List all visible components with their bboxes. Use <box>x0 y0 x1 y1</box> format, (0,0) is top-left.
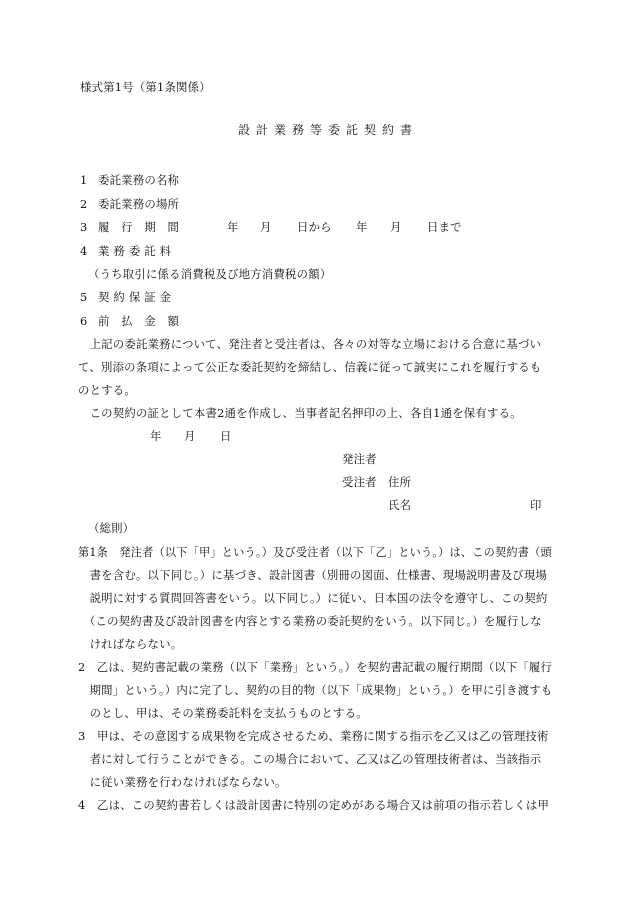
item-3-number: 3 <box>80 220 88 234</box>
item-5-label: 契 約 保 証 金 <box>98 290 172 304</box>
form-number: 様式第1号（第1条関係） <box>80 80 211 94</box>
article-line-3: 説明に対する質問回答書をいう。以下同じ。）に従い、日本国の法令を遵守し、この契約 <box>78 591 548 605</box>
item-1-number: 1 <box>80 173 88 187</box>
item-4-label: 業 務 委 託 料 <box>98 244 172 258</box>
period-end-year: 年 <box>356 220 368 234</box>
article-line-12: 4 乙は、この契約書若しくは設計図書に特別の定めがある場合又は前項の指示若しくは甲 <box>78 798 550 812</box>
item-6-label: 前 払 金 額 <box>98 314 180 328</box>
document-title: 設計業務等委託契約書 <box>238 123 419 137</box>
period-start-day: 日から <box>297 220 332 234</box>
section-heading: （総則） <box>88 521 135 535</box>
period-end-month: 月 <box>390 220 402 234</box>
article-line-4: （この契約書及び設計図書を内容とする業務の委託契約をいう。以下同じ。）を履行しな <box>78 614 542 628</box>
article-line-11: に従い業務を行わなければならない。 <box>78 775 287 789</box>
item-3-label: 履 行 期 間 <box>98 220 180 234</box>
period-start-year: 年 <box>227 220 239 234</box>
article-line-6: 2 乙は、契約書記載の業務（以下「業務」という。）を契約書記載の履行期間（以下「履行 <box>78 660 552 674</box>
item-6-number: 6 <box>80 314 88 328</box>
date-year: 年 <box>150 429 162 443</box>
article-line-1: 第1条 発注者（以下「甲」という。）及び受注者（以下「乙」という。）は、この契約書（頭 <box>78 545 552 559</box>
date-month: 月 <box>184 429 196 443</box>
article-line-8: のとし、甲は、その業務委託料を支払うものとする。 <box>78 706 368 720</box>
orderer-label: 発注者 <box>342 452 377 466</box>
address-label: 住所 <box>388 475 412 489</box>
item-5-number: 5 <box>80 290 88 304</box>
item-1-label: 委託業務の名称 <box>98 173 180 187</box>
period-start-month: 月 <box>260 220 272 234</box>
item-2-label: 委託業務の場所 <box>98 197 180 211</box>
item-4-number: 4 <box>80 244 88 258</box>
seal-mark: 印 <box>530 498 542 512</box>
contractor-label: 受注者 <box>342 475 377 489</box>
name-label: 氏名 <box>388 498 412 512</box>
article-line-2: 書を含む。以下同じ。）に基づき、設計図書（別冊の図面、仕様書、現場説明書及び現場 <box>78 568 548 582</box>
preamble-line-3: のとする。 <box>78 383 136 397</box>
preamble-line-1: 上記の委託業務について、発注者と受注者は、各々の対等な立場における合意に基づい <box>78 337 542 351</box>
item-2-number: 2 <box>80 197 88 211</box>
article-line-7: 期間」という。）内に完了し、契約の目的物（以下「成果物」という。）を甲に引き渡すも <box>78 683 553 697</box>
tax-note: （うち取引に係る消費税及び地方消費税の額） <box>88 267 332 281</box>
article-line-9: 3 甲は、その意図する成果物を完成させるため、業務に関する指示を乙又は乙の管理技術 <box>78 729 549 743</box>
preamble-line-4: この契約の証として本書2通を作成し、当事者記名押印の上、各自1通を保有する。 <box>78 406 522 420</box>
period-end-day: 日まで <box>427 220 462 234</box>
article-line-10: 者に対して行うことができる。この場合において、乙又は乙の管理技術者は、当該指示 <box>78 752 542 766</box>
preamble-line-2: て、別添の条項によって公正な委託契約を締結し、信義に従って誠実にこれを履行するも <box>78 360 542 374</box>
date-day: 日 <box>220 429 232 443</box>
article-line-5: ければならない。 <box>78 637 183 651</box>
